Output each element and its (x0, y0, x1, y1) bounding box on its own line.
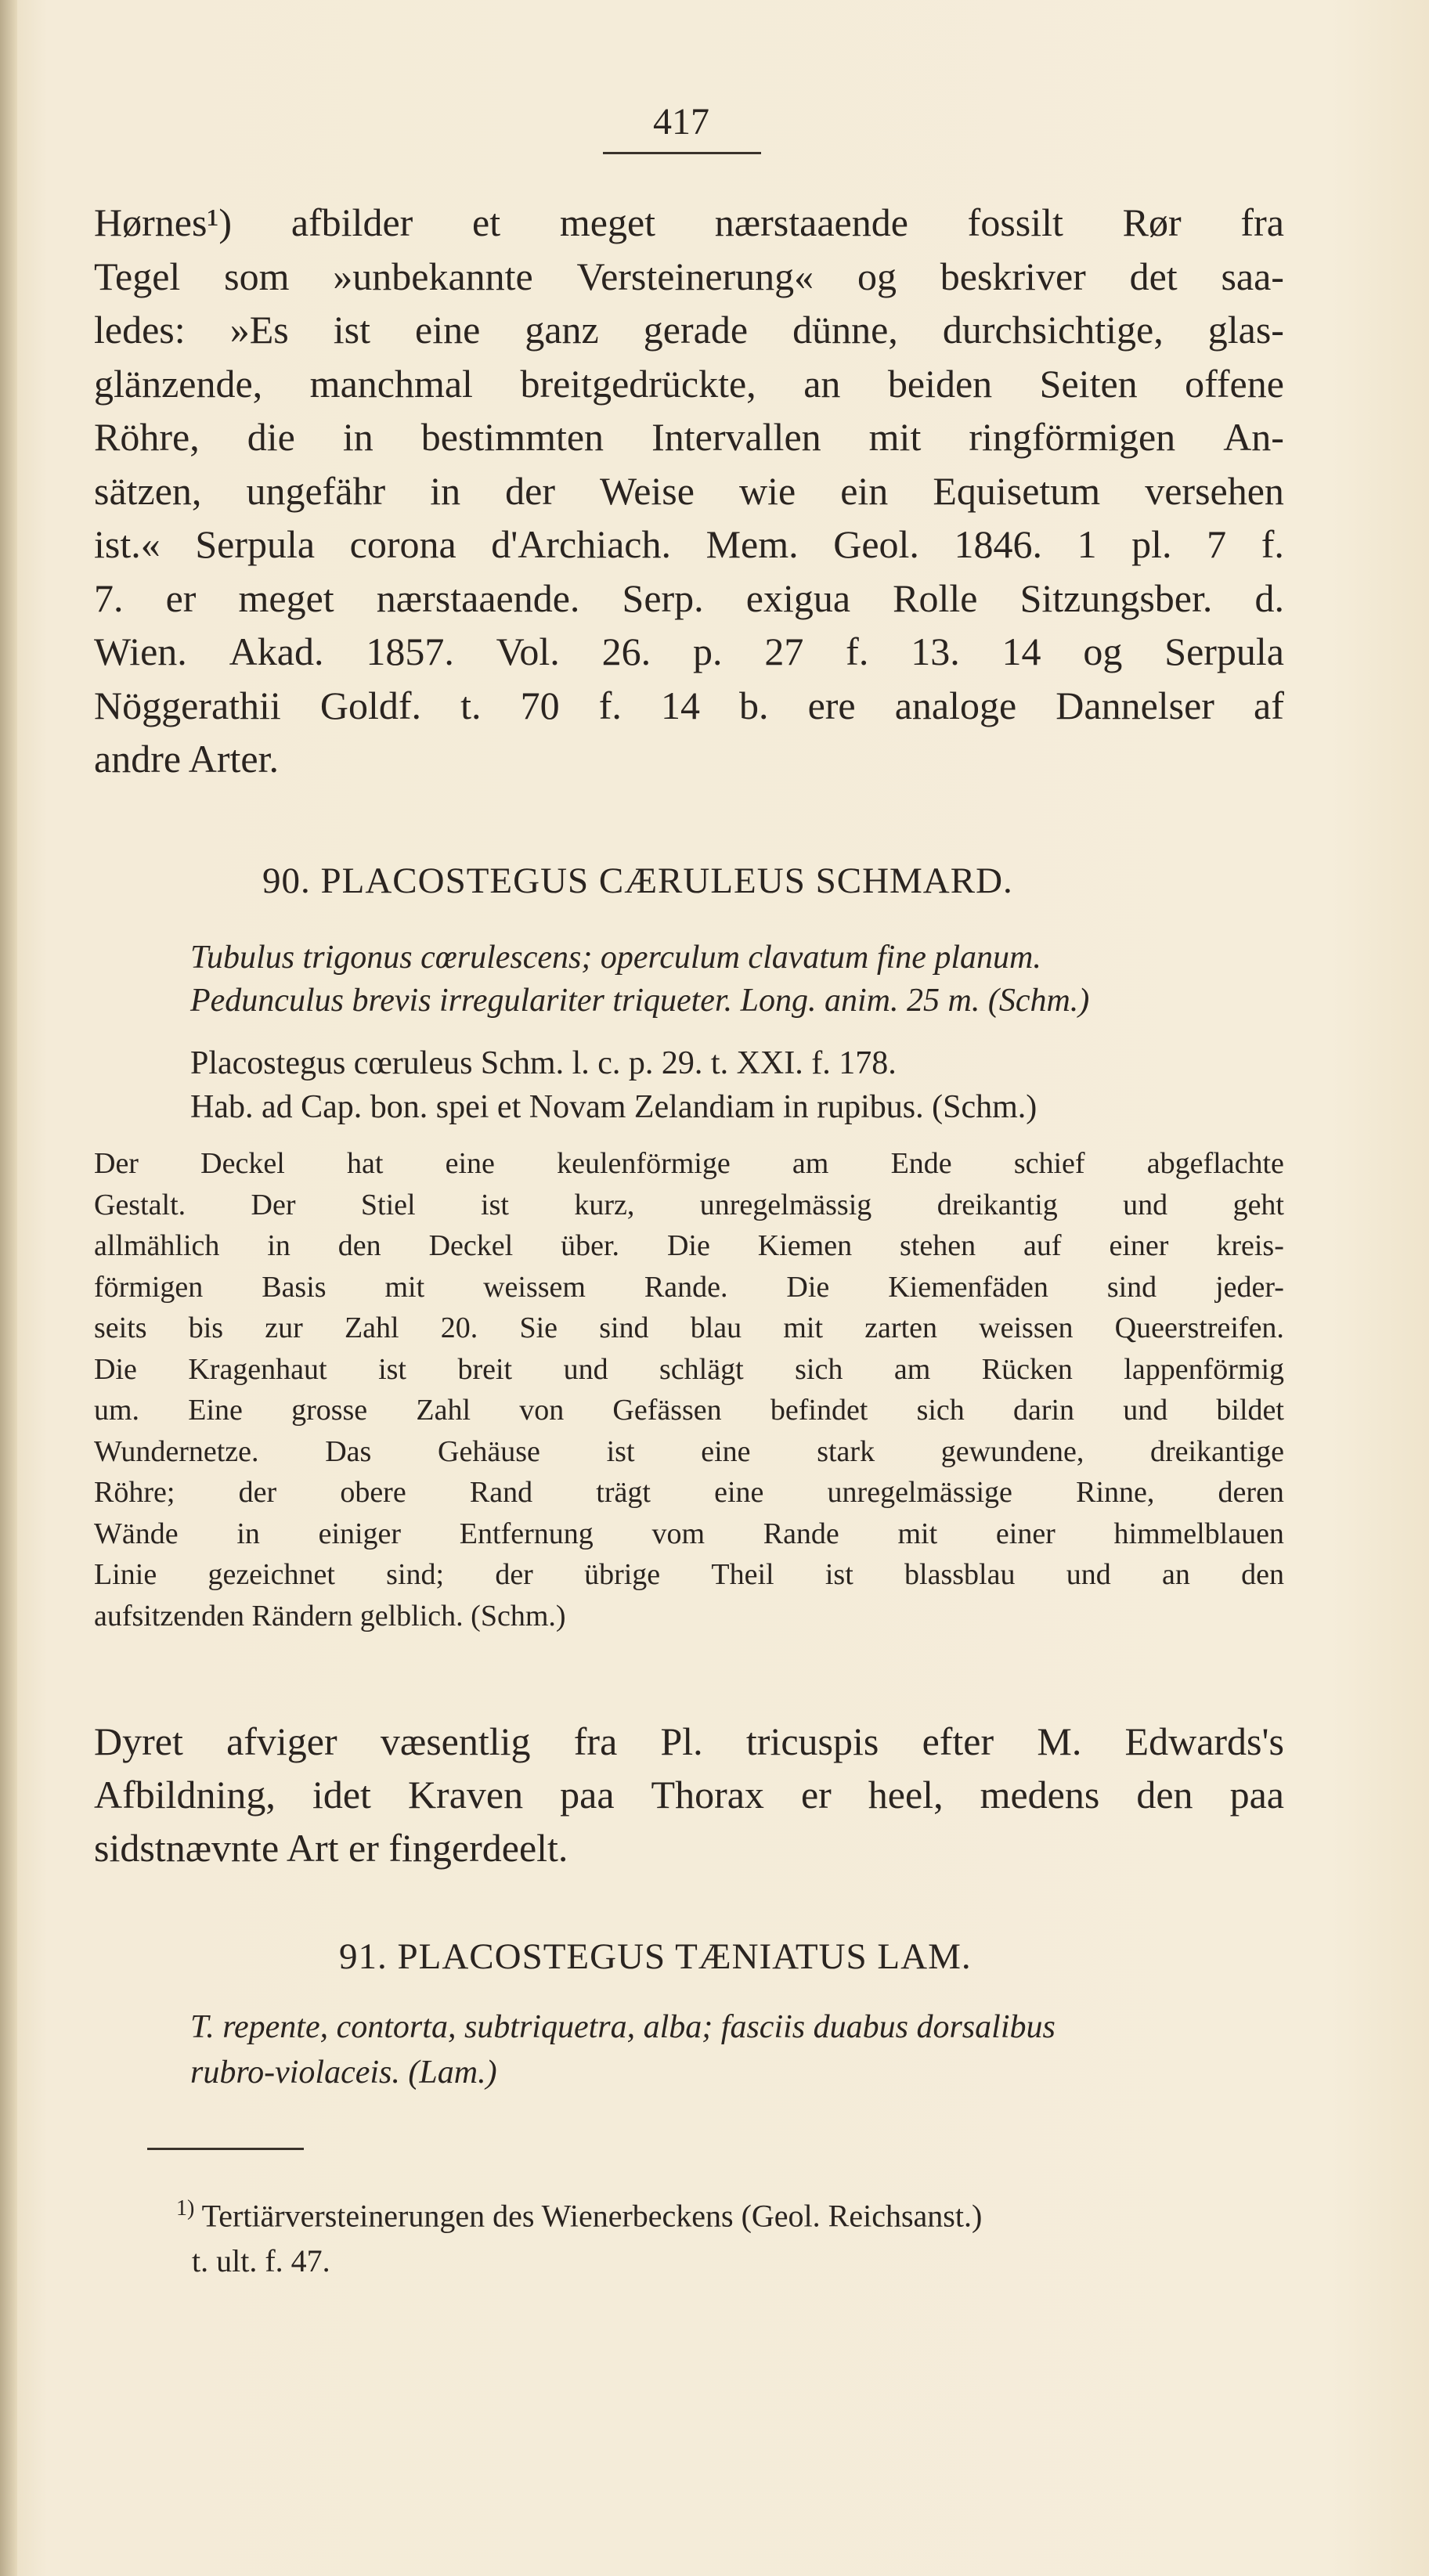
word: sind; (386, 1558, 445, 1591)
word: in (267, 1229, 290, 1262)
word: Gehäuse (438, 1434, 540, 1468)
word: stark (817, 1434, 875, 1468)
word: einer (1109, 1229, 1169, 1262)
word: nærstaaende (714, 200, 908, 244)
word: einiger (318, 1517, 402, 1550)
word: paa (1229, 1773, 1284, 1817)
word: heel, (868, 1773, 944, 1817)
word: gezeichnet (207, 1558, 335, 1591)
word: Stiel (360, 1188, 416, 1221)
word: versehen (1145, 468, 1284, 513)
word: Serpula (195, 522, 316, 566)
word: eine (415, 308, 481, 352)
word: og (857, 254, 897, 298)
text-line (94, 1431, 1284, 1473)
word: Akad. (229, 630, 324, 673)
word: den (337, 1229, 381, 1262)
word: lappenförmig (1124, 1352, 1284, 1386)
page-number-rule (603, 152, 761, 154)
word: gewundene, (940, 1434, 1084, 1468)
word: ringförmigen (969, 415, 1176, 459)
word: vom (651, 1517, 705, 1550)
word: 27 (764, 630, 804, 673)
text-line: andre Arter. (94, 737, 280, 781)
word: blau (690, 1311, 742, 1344)
word: og (1083, 630, 1123, 673)
word: einer (995, 1517, 1056, 1550)
page-number: 417 (653, 101, 709, 143)
word: Rinne, (1076, 1476, 1155, 1509)
word: saa- (1221, 254, 1284, 298)
word: Nöggerathii (94, 683, 281, 727)
word: 20. (440, 1311, 478, 1344)
word: meget (238, 575, 334, 620)
word: keulenförmige (557, 1147, 731, 1180)
section-91-heading: 91. PLACOSTEGUS TÆNIATUS LAM. (339, 1936, 972, 1977)
word: in (236, 1517, 260, 1550)
word: Rør (1122, 200, 1182, 244)
word: förmigen (94, 1270, 204, 1304)
word: 14 (1001, 630, 1041, 673)
word: ist (481, 1188, 509, 1221)
word: in (430, 468, 461, 513)
word: nærstaaende. (376, 575, 580, 620)
text-line (94, 518, 1284, 572)
word: »unbekannte (333, 254, 533, 298)
word: Deckel (200, 1147, 285, 1180)
word: schief (1013, 1147, 1085, 1180)
word: sind (1106, 1270, 1157, 1304)
word: ere (807, 683, 856, 727)
word: ist (333, 308, 370, 352)
text-line (94, 1225, 1284, 1267)
word: Der (251, 1188, 296, 1221)
word: beskriver (940, 254, 1086, 298)
section-90-german-description (94, 1143, 1284, 1636)
word: afviger (226, 1719, 337, 1763)
word: M. (1037, 1719, 1082, 1763)
text-line (94, 303, 1284, 357)
word: weissem (483, 1270, 586, 1304)
word: efter (922, 1719, 994, 1763)
word: deren (1218, 1476, 1284, 1509)
word: um. (94, 1394, 140, 1427)
word: Dyret (94, 1719, 183, 1763)
text-line (94, 410, 1284, 464)
word: am (792, 1147, 829, 1180)
word: ungefähr (246, 468, 386, 513)
text-line (94, 1185, 1284, 1226)
text-line: Placostegus cœruleus Schm. l. c. p. 29. t. XXI. f. 178. (190, 1045, 897, 1081)
word: Eine (188, 1394, 243, 1427)
word: sich (795, 1352, 843, 1386)
text-line (94, 1267, 1284, 1308)
word: Wien. (94, 630, 187, 673)
word: darin (1012, 1394, 1075, 1427)
word: unregelmässig (699, 1188, 872, 1221)
word: bestimmten (420, 415, 604, 459)
word: Die (666, 1229, 710, 1262)
word: eine (445, 1147, 495, 1180)
word: 14 (660, 683, 700, 727)
word: Equisetum (933, 468, 1101, 513)
word: und (1123, 1188, 1168, 1221)
word: Zahl (344, 1311, 399, 1344)
text-line (94, 1768, 1284, 1821)
word: det (1129, 254, 1178, 298)
text-line (94, 625, 1284, 679)
word: Basis (262, 1270, 327, 1304)
word: seits (94, 1311, 147, 1344)
word: grosse (291, 1394, 368, 1427)
word: glas- (1207, 308, 1284, 352)
word: Mem. (705, 522, 799, 566)
word: über. (561, 1229, 620, 1262)
text-line (94, 1349, 1284, 1391)
word: Ende (890, 1147, 952, 1180)
word: pl. (1131, 522, 1172, 566)
word: Röhre, (94, 415, 200, 459)
word: zur (265, 1311, 303, 1344)
footnote-line: t. ult. f. 47. (192, 2243, 330, 2279)
word: auf (1023, 1229, 1062, 1262)
word: som (224, 254, 290, 298)
word: analoge (894, 683, 1017, 727)
word: Kragenhaut (188, 1352, 327, 1386)
word: Serpula (1164, 630, 1284, 673)
word: schlägt (659, 1352, 744, 1386)
section-90-latin-diagnosis (190, 936, 1302, 1023)
word: 1 (1077, 522, 1097, 566)
word: und (563, 1352, 608, 1386)
section-90-heading: 90. PLACOSTEGUS CÆRULEUS SCHMARD. (262, 860, 1013, 901)
word: af (1254, 683, 1284, 727)
word: Rücken (981, 1352, 1073, 1386)
word: glänzende, (94, 361, 263, 406)
word: Rolle (893, 575, 978, 620)
word: Edwards's (1124, 1719, 1284, 1763)
word: blassblau (904, 1558, 1016, 1591)
word: Weise (600, 468, 695, 513)
word: Dannelser (1056, 683, 1214, 727)
word: Seiten (1039, 361, 1138, 406)
word: obere (340, 1476, 406, 1509)
word: den (1136, 1773, 1193, 1817)
word: Deckel (428, 1229, 514, 1262)
word: f. (1261, 522, 1284, 566)
word: gerade (643, 308, 749, 352)
word: am (893, 1352, 931, 1386)
word: Entfernung (459, 1517, 594, 1550)
word: geht (1232, 1188, 1284, 1221)
word: Kiemenfäden (888, 1270, 1048, 1304)
text-line (94, 196, 1284, 250)
word: mit (384, 1270, 425, 1304)
word: dünne, (792, 308, 898, 352)
page-spine-shadow (0, 0, 17, 2576)
word: weissen (979, 1311, 1074, 1344)
word: Die (786, 1270, 830, 1304)
word: Theil (711, 1558, 774, 1591)
word: Wände (94, 1517, 179, 1550)
word: 70 (520, 683, 560, 727)
word: t. (460, 683, 482, 727)
text-line (94, 250, 1284, 304)
footnote-line (176, 2186, 1288, 2239)
word: sich (916, 1394, 965, 1427)
word: jeder- (1215, 1270, 1284, 1304)
word: Sitzungsber. (1019, 575, 1213, 620)
word: Tegel (94, 254, 181, 298)
word: an (803, 361, 841, 406)
word: Intervallen (651, 415, 821, 459)
word: himmelblauen (1113, 1517, 1284, 1550)
word: Pl. (660, 1719, 703, 1763)
word: sind (599, 1311, 649, 1344)
word: stehen (900, 1229, 976, 1262)
text-line (94, 1513, 1284, 1555)
word: f. (598, 683, 622, 727)
text-line: Tubulus trigonus cœrulescens; operculum clavatum fine planum. (190, 940, 1041, 976)
word: idet (312, 1773, 371, 1817)
text-line: Pedunculus brevis irregulariter triqueter. Long. anim. 25 m. (Schm.) (190, 983, 1090, 1019)
text-line (94, 1390, 1284, 1431)
word: Thorax (651, 1773, 764, 1817)
word: beiden (887, 361, 993, 406)
word: den (1241, 1558, 1284, 1591)
text-line (94, 1472, 1284, 1513)
word: Queerstreifen. (1114, 1311, 1284, 1344)
word: von (519, 1394, 565, 1427)
word: Gefässen (612, 1394, 722, 1427)
word: tricuspis (745, 1719, 879, 1763)
text-line (94, 464, 1284, 518)
word: ist.« (94, 522, 161, 566)
word: allmählich (94, 1229, 220, 1262)
word: Kraven (407, 1773, 524, 1817)
word: ist (825, 1558, 853, 1591)
word: manchmal (309, 361, 473, 406)
word: Geol. (833, 522, 919, 566)
word: Kiemen (757, 1229, 853, 1262)
word: Afbildning, (94, 1773, 276, 1817)
text-line: T. repente, contorta, subtriquetra, alba; fasciis duabus dorsalibus (190, 2009, 1056, 2045)
word: ledes: (94, 308, 186, 352)
word: befindet (770, 1394, 868, 1427)
word: 7. (94, 575, 124, 620)
word: in (342, 415, 373, 459)
intro-paragraph (94, 196, 1284, 786)
word: kreis- (1216, 1229, 1284, 1262)
word: er (165, 575, 197, 620)
word: 1857. (366, 630, 454, 673)
word: f. (846, 630, 869, 673)
footnote-text: Tertiärversteinerungen des Wienerbeckens (Geol. Reichsanst.) (201, 2198, 983, 2234)
word: übrige (584, 1558, 661, 1591)
word: mit (897, 1517, 938, 1550)
word: unregelmässige (827, 1476, 1012, 1509)
word: der (505, 468, 555, 513)
word: fra (1240, 200, 1284, 244)
word: dreikantig (936, 1188, 1058, 1221)
word: und (1066, 1558, 1111, 1591)
word: An- (1223, 415, 1284, 459)
word: trägt (596, 1476, 651, 1509)
word: wie (738, 468, 796, 513)
word: hat (346, 1147, 384, 1180)
word: abgeflachte (1146, 1147, 1284, 1180)
word: d. (1254, 575, 1284, 620)
word: Rande (763, 1517, 839, 1550)
word: Röhre; (94, 1476, 175, 1509)
word: Sie (519, 1311, 558, 1344)
word: durchsichtige, (942, 308, 1164, 352)
word: Rand (469, 1476, 533, 1509)
word: corona (349, 522, 456, 566)
word: mit (783, 1311, 824, 1344)
word: 13. (911, 630, 960, 673)
word: Das (325, 1434, 372, 1468)
word: 7 (1207, 522, 1227, 566)
word: Vol. (496, 630, 560, 673)
word: eine (701, 1434, 751, 1468)
word: fossilt (967, 200, 1063, 244)
word: p. (692, 630, 723, 673)
word: Serp. (622, 575, 704, 620)
word: mit (868, 415, 922, 459)
word: 26. (601, 630, 651, 673)
text-line (94, 1308, 1284, 1349)
word: breit (457, 1352, 513, 1386)
word: der (238, 1476, 277, 1509)
text-line (94, 1715, 1284, 1768)
word: Goldf. (319, 683, 422, 727)
word: paa (560, 1773, 615, 1817)
word: bildet (1216, 1394, 1284, 1427)
word: sätzen, (94, 468, 202, 513)
text-line: rubro-violaceis. (Lam.) (190, 2055, 497, 2091)
word: breitgedrückte, (520, 361, 756, 406)
word: væsentlig (380, 1719, 531, 1763)
word: eine (714, 1476, 764, 1509)
word: Linie (94, 1558, 157, 1591)
word: zarten (864, 1311, 937, 1344)
word: Hørnes¹) (94, 200, 233, 244)
section-90-synonymy (190, 1041, 1302, 1129)
word: dreikantige (1150, 1434, 1284, 1468)
text-line (94, 572, 1284, 626)
text-line: sidstnævnte Art er fingerdeelt. (94, 1826, 568, 1870)
text-line (94, 1143, 1284, 1185)
word: Zahl (416, 1394, 471, 1427)
word: d'Archiach. (491, 522, 672, 566)
word: et (472, 200, 501, 244)
word: 1846. (954, 522, 1042, 566)
word: der (495, 1558, 533, 1591)
word: offene (1185, 361, 1284, 406)
word: ganz (525, 308, 599, 352)
section-90-danish-remark (94, 1715, 1284, 1874)
section-91-latin-diagnosis (190, 2004, 1302, 2095)
word: »Es (229, 308, 289, 352)
text-line (94, 1554, 1284, 1596)
word: Rande. (644, 1270, 728, 1304)
text-line: aufsitzenden Rändern gelblich. (Schm.) (94, 1599, 566, 1633)
word: die (247, 415, 295, 459)
word: Der (94, 1147, 139, 1180)
footnote (176, 2186, 1288, 2284)
word: fra (573, 1719, 618, 1763)
word: an (1161, 1558, 1190, 1591)
word: afbilder (290, 200, 413, 244)
word: Wundernetze. (94, 1434, 259, 1468)
footnote-rule (147, 2148, 304, 2150)
word: ist (606, 1434, 635, 1468)
word: Gestalt. (94, 1188, 186, 1221)
word: kurz, (574, 1188, 635, 1221)
text-line (94, 357, 1284, 411)
word: medens (980, 1773, 1100, 1817)
word: Die (94, 1352, 137, 1386)
word: meget (559, 200, 656, 244)
word: b. (739, 683, 769, 727)
text-line: Hab. ad Cap. bon. spei et Novam Zelandiam in rupibus. (Schm.) (190, 1089, 1037, 1125)
word: ist (378, 1352, 406, 1386)
word: bis (188, 1311, 224, 1344)
word: er (800, 1773, 832, 1817)
word: und (1123, 1394, 1168, 1427)
word: exigua (745, 575, 851, 620)
word: ein (840, 468, 889, 513)
footnote-marker: 1) (176, 2196, 195, 2221)
word: Versteinerung« (576, 254, 814, 298)
text-line (94, 679, 1284, 733)
